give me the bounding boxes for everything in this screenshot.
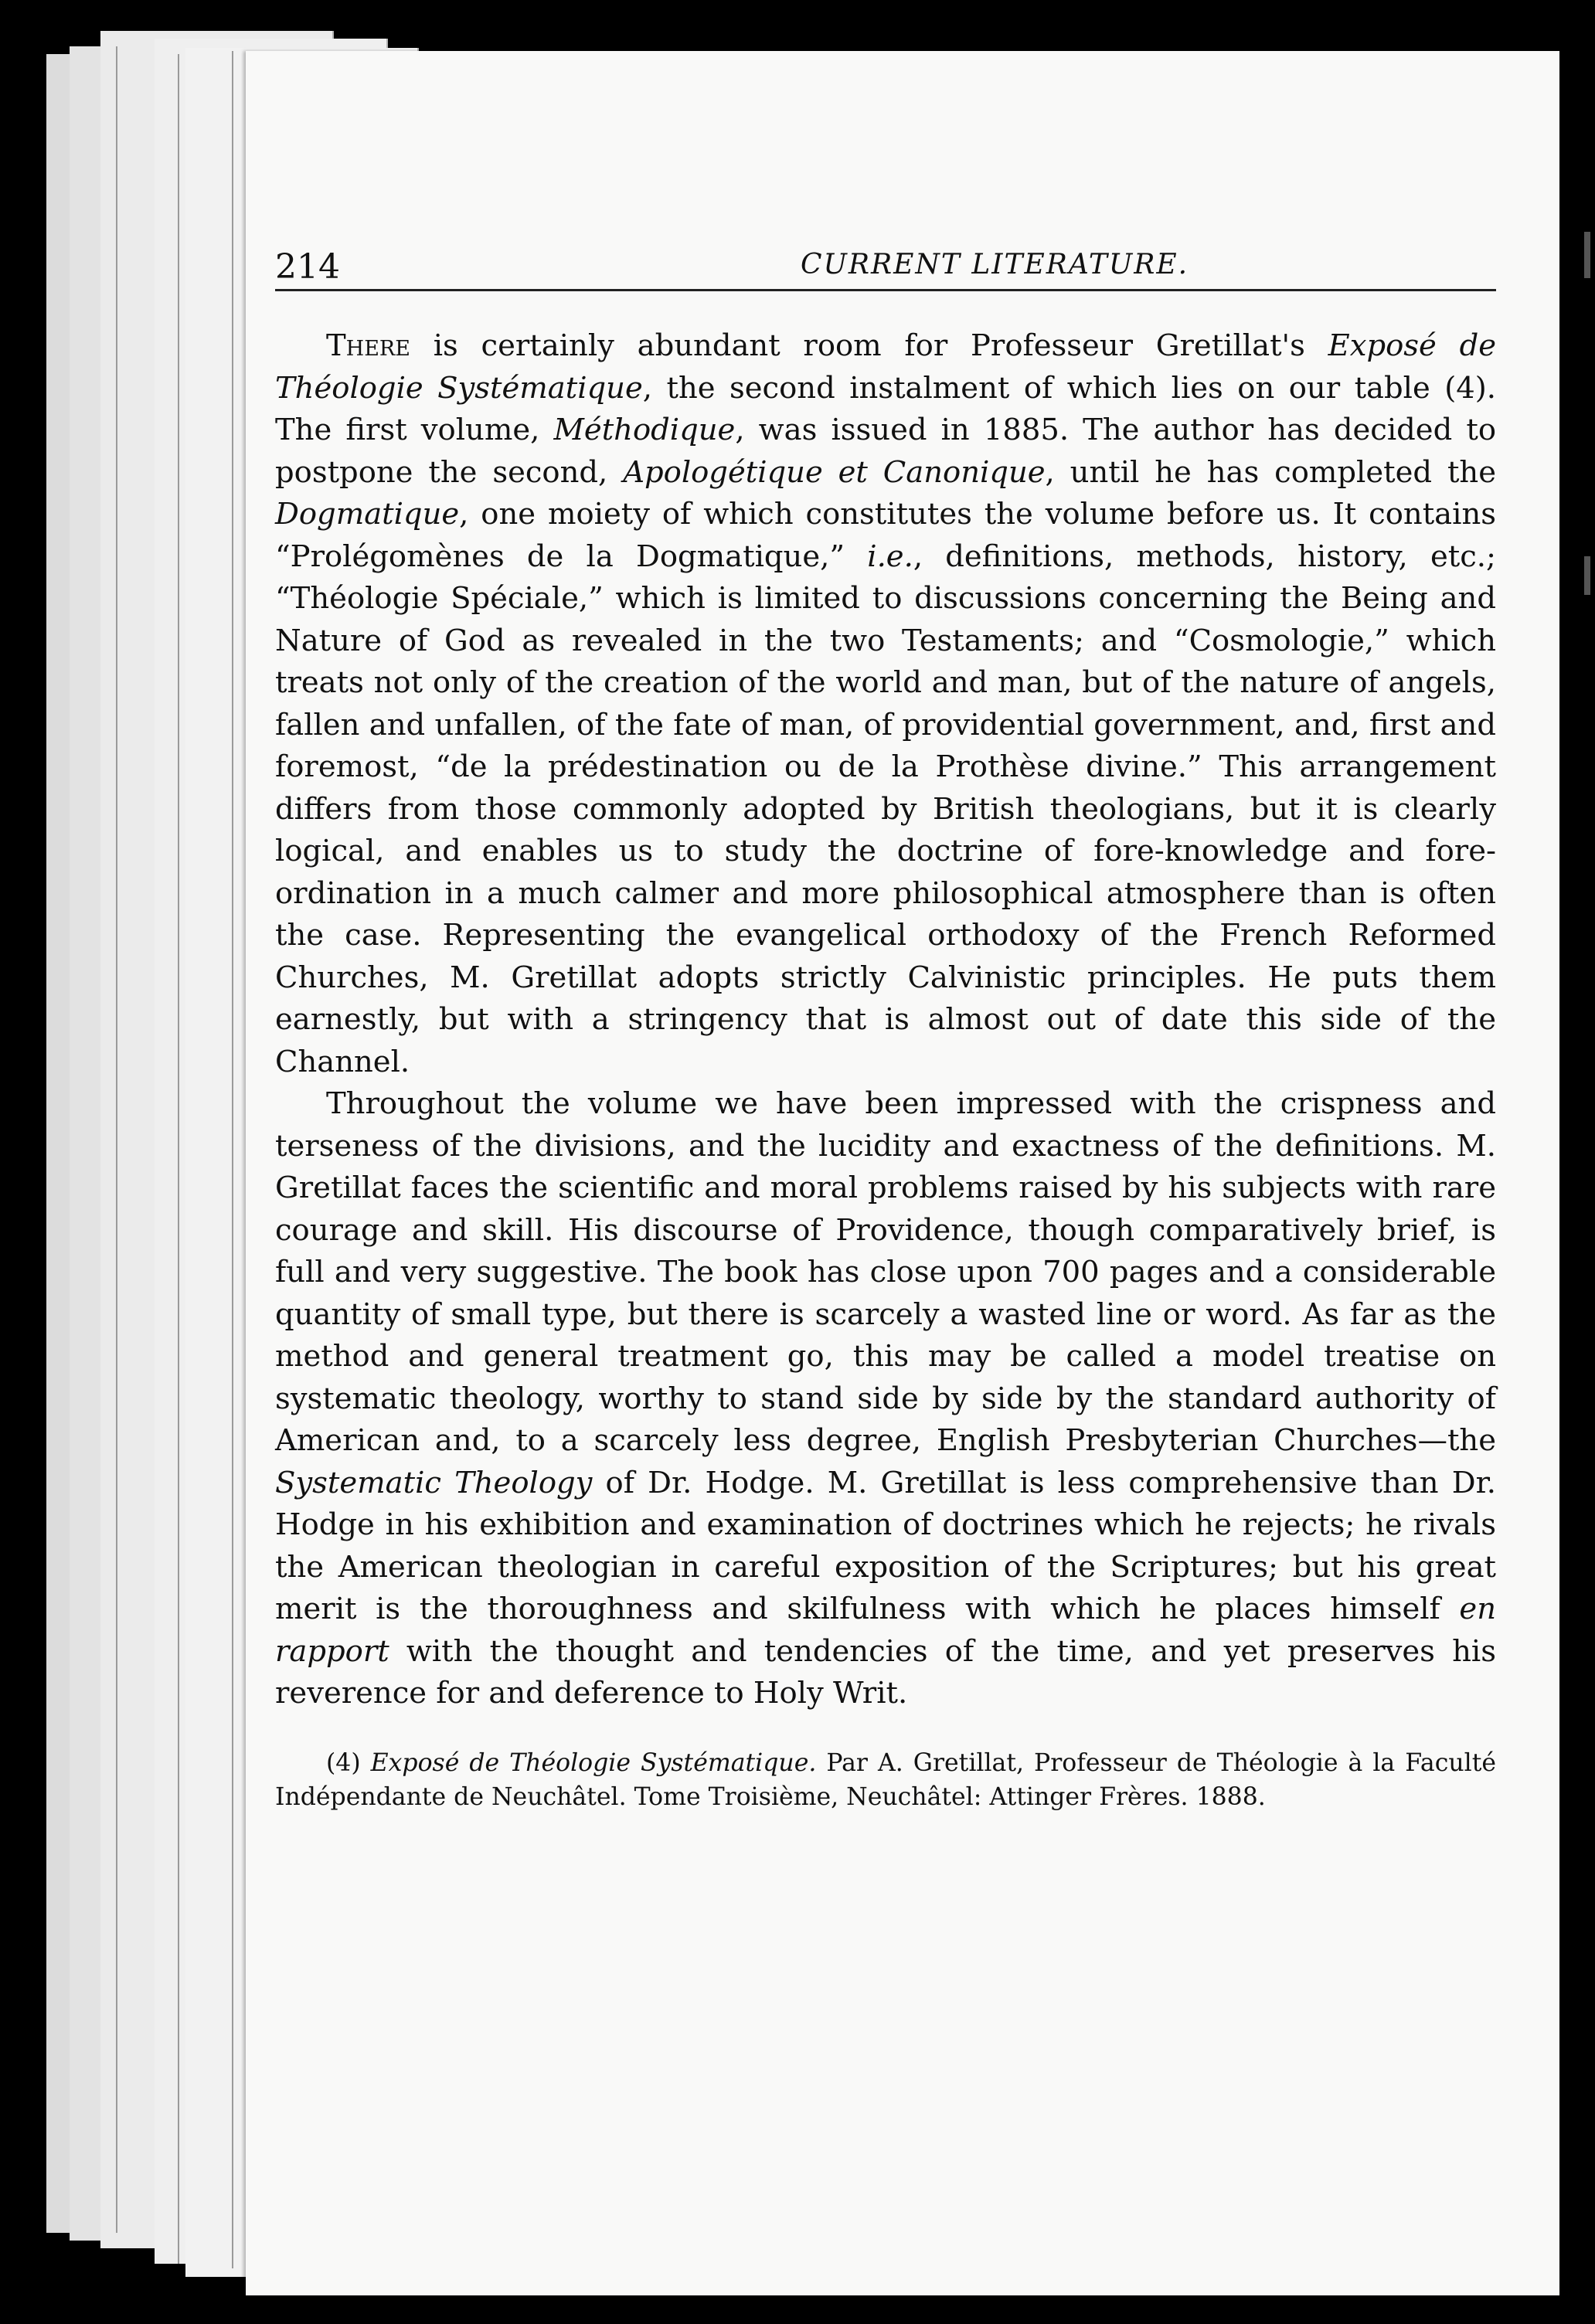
scan-mark <box>1584 232 1590 278</box>
footnote-title: Exposé de Théologie Systématique. <box>370 1748 817 1777</box>
text-run: , one moiety of which constitutes the volume before us. It contains “Prolégomènes de la Dogmatique,” <box>275 497 1496 574</box>
running-head <box>275 244 1496 291</box>
volume-title: Dogmatique <box>275 497 460 532</box>
review-text <box>275 325 1496 1715</box>
text-run: Throughout the volume we have been impressed with the crispness and terseness of the divisions, and the lucidity and exactness of the definitions. M. Gretillat faces the scientific and moral problems raised by his subjects with rare courage and skill. His discourse of Providence, though comparatively brief, is full and very suggestive. The book has close upon 700 pages and a considerable quantity of small type, but there is scarcely a wasted line or word. As far as the method and general treatment go, this may be called a model treatise on systematic theology, worthy to stand side by side by the standard authority of American and, to a scarcely less degree, English Presbyterian Churches—the <box>275 1086 1496 1458</box>
volume-title: Apologétique et Canonique <box>623 454 1046 490</box>
text-run: is certainly abundant room for Professeur Gretillat's <box>410 328 1328 363</box>
text-run: , the second instalment of which lies on our table (4). The first volume, <box>275 370 1496 447</box>
footnote-marker: (4) <box>326 1748 371 1777</box>
page-edge-line <box>178 54 179 2264</box>
footnote <box>275 1746 1496 1814</box>
text-run: of Dr. Hodge. M. Gretillat is less comprehensive than Dr. Hodge in his exhibition and examination of doctrines which he rejects; he rivals the American theologian in careful exposition of the Scriptures; but his great merit is the thoroughness and skilfulness with which he places himself <box>275 1465 1496 1626</box>
running-title: CURRENT LITERATURE. <box>801 249 1189 280</box>
foreign-phrase: en rapport <box>275 1592 1496 1669</box>
text-run: , was issued in 1885. The author has decided to postpone the second, <box>275 413 1496 490</box>
text-run: with the thought and tendencies of the time, and yet preserves his reverence for and deference to Holy Writ. <box>275 1633 1496 1711</box>
page-number: 214 <box>275 247 340 287</box>
footnote-text: Par A. Gretillat, Professeur de Théologie à la Faculté Indépendante de Neuchâtel. Tome Troisième, Neuchâtel: Attinger Frères. 1888. <box>275 1748 1496 1811</box>
scan-mark <box>1584 556 1590 595</box>
text-run: , until he has completed the <box>1045 454 1496 490</box>
volume-title: Méthodique <box>553 413 736 447</box>
book-title: Exposé de Théologie Systématique <box>275 328 1496 406</box>
page-edge-line <box>116 46 117 2233</box>
lead-word: There <box>326 328 410 363</box>
page-content <box>275 244 1496 1814</box>
abbreviation: i.e. <box>867 539 913 574</box>
text-run: , definitions, methods, history, etc.; “Théologie Spéciale,” which is limited to discussions concerning the Being and Nature of God as revealed in the two Testaments; and “Cosmologie,” which treats not only of the creation of the world and man, but of the nature of angels, fallen and unfallen, of the fate of man, of providential government, and, first and foremost, “de la prédestination ou de la Prothèse divine.” This arrangement differs from those commonly adopted by British theologians, but it is clearly logical, and enables us to study the doctrine of fore-knowledge and fore-ordination in a much calmer and more philosophical atmosphere than is often the case. Representing the evangelical orthodoxy of the French Reformed Churches, M. Gretillat adopts strictly Calvinistic principles. He puts them earnestly, but with a stringency that is almost out of date this side of the Channel. <box>275 539 1496 1079</box>
book-title: Systematic Theology <box>275 1465 593 1500</box>
paragraph-2 <box>275 1083 1496 1715</box>
paragraph-1 <box>275 325 1496 1083</box>
page-edge-line <box>232 51 233 2268</box>
